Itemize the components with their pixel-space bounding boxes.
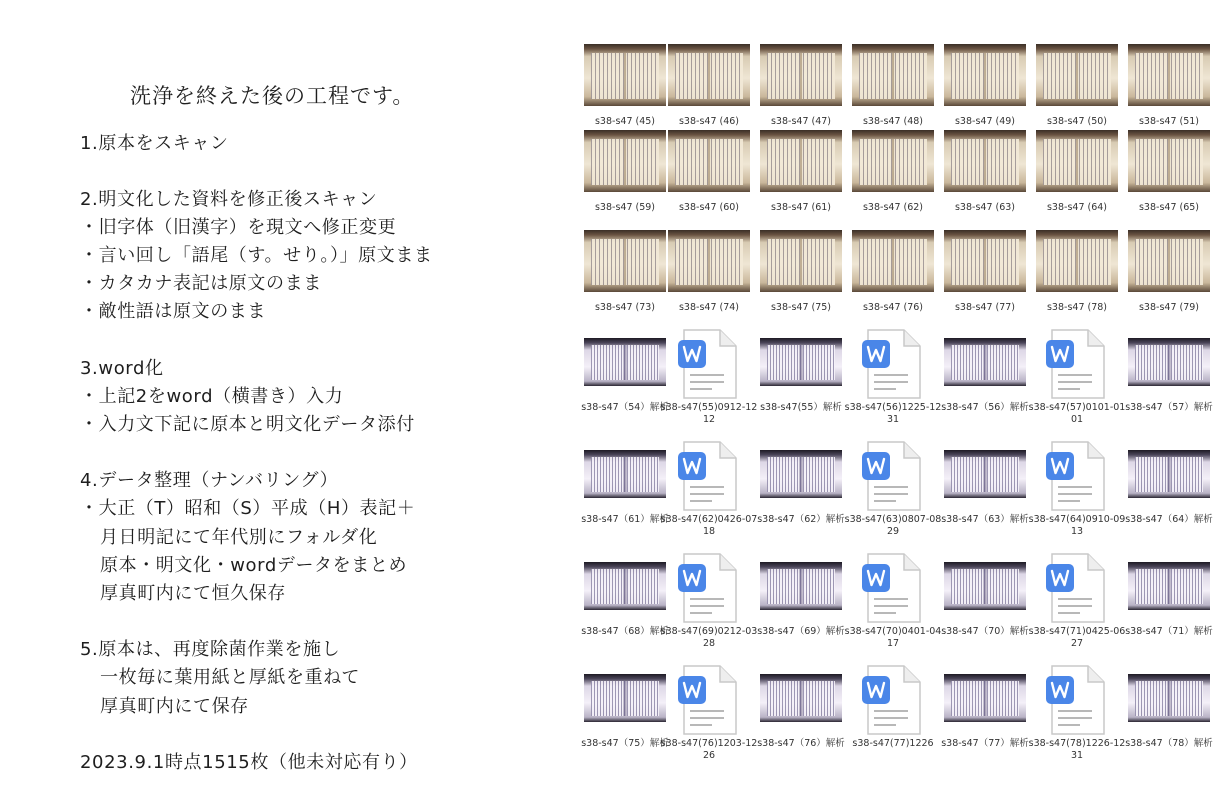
file-name: s38-s47 (74)	[678, 302, 740, 313]
file-name: s38-s47 (50)	[1046, 116, 1108, 127]
image-thumbnail	[1128, 450, 1210, 498]
step-line: 月日明記にて年代別にフォルダ化	[100, 527, 378, 548]
word-document-icon	[676, 440, 740, 512]
step-line: ・大正（T）昭和（S）平成（H）表記＋	[80, 498, 416, 519]
image-thumbnail	[944, 450, 1026, 498]
word-document-icon	[676, 664, 740, 736]
image-thumbnail	[584, 230, 666, 292]
image-thumbnail	[852, 44, 934, 106]
image-thumbnail	[1128, 44, 1210, 106]
file-name: s38-s47（70）解析	[941, 626, 1029, 637]
step-line: 原本・明文化・wordデータをまとめ	[100, 555, 408, 576]
image-thumbnail	[584, 130, 666, 192]
file-name: s38-s47 (63)	[954, 202, 1016, 213]
file-name: s38-s47 (48)	[862, 116, 924, 127]
image-thumbnail	[584, 338, 666, 386]
file-name: s38-s47 (60)	[678, 202, 740, 213]
image-thumbnail	[760, 450, 842, 498]
image-thumbnail	[1036, 44, 1118, 106]
file-name: s38-s47（57）解析	[1125, 402, 1213, 413]
image-thumbnail	[584, 450, 666, 498]
step-line: ・上記2をword（横書き）入力	[80, 386, 344, 407]
file-name: s38-s47(71)0425-0627	[1028, 626, 1126, 649]
image-thumbnail	[1128, 130, 1210, 192]
file-name: s38-s47(76)1203-1226	[660, 738, 758, 761]
file-name: s38-s47(56)1225-1231	[844, 402, 942, 425]
file-name: s38-s47 (46)	[678, 116, 740, 127]
image-thumbnail	[584, 562, 666, 610]
word-document-icon	[1044, 440, 1108, 512]
file-name: s38-s47（69）解析	[757, 626, 845, 637]
file-name: s38-s47 (73)	[594, 302, 656, 313]
image-thumbnail	[944, 44, 1026, 106]
file-name: s38-s47（75）解析	[581, 738, 669, 749]
file-name: s38-s47（61）解析	[581, 514, 669, 525]
word-document-icon	[860, 664, 924, 736]
step-line: 一枚毎に葉用紙と厚紙を重ねて	[100, 667, 360, 688]
step-line: ・旧字体（旧漢字）を現文へ修正変更	[80, 217, 397, 238]
file-name: s38-s47 (61)	[770, 202, 832, 213]
file-name: s38-s47 (45)	[594, 116, 656, 127]
word-document-icon	[676, 552, 740, 624]
word-document-icon	[1044, 552, 1108, 624]
file-name: s38-s47 (77)	[954, 302, 1016, 313]
file-name: s38-s47(57)0101-0101	[1028, 402, 1126, 425]
file-name: s38-s47(55）解析	[760, 402, 842, 413]
file-name: s38-s47 (51)	[1138, 116, 1200, 127]
file-name: s38-s47（54）解析	[581, 402, 669, 413]
file-name: s38-s47(55)0912-1212	[660, 402, 758, 425]
image-thumbnail	[668, 130, 750, 192]
file-name: s38-s47（62）解析	[757, 514, 845, 525]
step-line: ・入力文下記に原本と明文化データ添付	[80, 414, 415, 435]
image-thumbnail	[944, 230, 1026, 292]
image-thumbnail	[1128, 562, 1210, 610]
step-line: 3.word化	[80, 358, 164, 379]
file-name: s38-s47(62)0426-0718	[660, 514, 758, 537]
image-thumbnail	[852, 130, 934, 192]
file-name: s38-s47（77）解析	[941, 738, 1029, 749]
file-name: s38-s47（64）解析	[1125, 514, 1213, 525]
step-line: 4.データ整理（ナンバリング）	[80, 470, 339, 491]
step-line: ・敵性語は原文のまま	[80, 301, 266, 322]
word-document-icon	[676, 328, 740, 400]
file-name: s38-s47 (49)	[954, 116, 1016, 127]
file-name: s38-s47（71）解析	[1125, 626, 1213, 637]
file-name: s38-s47（76）解析	[757, 738, 845, 749]
image-thumbnail	[760, 338, 842, 386]
step-line: 厚真町内にて恒久保存	[100, 583, 286, 604]
word-document-icon	[1044, 328, 1108, 400]
file-name: s38-s47(69)0212-0328	[660, 626, 758, 649]
image-thumbnail	[1036, 230, 1118, 292]
word-document-icon	[860, 328, 924, 400]
file-name: s38-s47 (59)	[594, 202, 656, 213]
file-name: s38-s47(70)0401-0417	[844, 626, 942, 649]
image-thumbnail	[584, 674, 666, 722]
file-name: s38-s47 (75)	[770, 302, 832, 313]
file-name: s38-s47 (78)	[1046, 302, 1108, 313]
image-thumbnail	[852, 230, 934, 292]
step-line: 2.明文化した資料を修正後スキャン	[80, 189, 378, 210]
image-thumbnail	[944, 562, 1026, 610]
image-thumbnail	[760, 674, 842, 722]
image-thumbnail	[1128, 338, 1210, 386]
file-name: s38-s47（68）解析	[581, 626, 669, 637]
image-thumbnail	[1036, 130, 1118, 192]
image-thumbnail	[944, 130, 1026, 192]
image-thumbnail	[944, 338, 1026, 386]
image-thumbnail	[760, 562, 842, 610]
step-line: ・言い回し「語尾（す。せり。）」原文まま	[80, 245, 433, 266]
file-name: s38-s47(64)0910-0913	[1028, 514, 1126, 537]
image-thumbnail	[1128, 674, 1210, 722]
file-name: s38-s47 (62)	[862, 202, 924, 213]
image-thumbnail	[668, 230, 750, 292]
file-name: s38-s47 (47)	[770, 116, 832, 127]
step-line: 2023.9.1時点1515枚（他未対応有り）	[80, 752, 418, 773]
word-document-icon	[1044, 664, 1108, 736]
image-thumbnail	[944, 674, 1026, 722]
word-document-icon	[860, 552, 924, 624]
step-line: ・カタカナ表記は原文のまま	[80, 273, 322, 294]
file-name: s38-s47(78)1226-1231	[1028, 738, 1126, 761]
image-thumbnail	[668, 44, 750, 106]
file-name: s38-s47 (65)	[1138, 202, 1200, 213]
step-line: 厚真町内にて保存	[100, 696, 249, 717]
image-thumbnail	[760, 130, 842, 192]
file-name: s38-s47（63）解析	[941, 514, 1029, 525]
step-line: 1.原本をスキャン	[80, 133, 229, 154]
image-thumbnail	[760, 230, 842, 292]
file-name: s38-s47 (76)	[862, 302, 924, 313]
image-thumbnail	[584, 44, 666, 106]
image-thumbnail	[760, 44, 842, 106]
file-name: s38-s47（78）解析	[1125, 738, 1213, 749]
word-document-icon	[860, 440, 924, 512]
step-line: 5.原本は、再度除菌作業を施し	[80, 639, 341, 660]
image-thumbnail	[1128, 230, 1210, 292]
instructions-panel	[0, 0, 570, 800]
file-name: s38-s47 (64)	[1046, 202, 1108, 213]
file-name: s38-s47(77)1226	[852, 738, 934, 749]
file-name: s38-s47（56）解析	[941, 402, 1029, 413]
file-explorer-grid	[580, 38, 1213, 800]
page-title: 洗浄を終えた後の工程です。	[130, 84, 415, 108]
file-name: s38-s47(63)0807-0829	[844, 514, 942, 537]
file-name: s38-s47 (79)	[1138, 302, 1200, 313]
